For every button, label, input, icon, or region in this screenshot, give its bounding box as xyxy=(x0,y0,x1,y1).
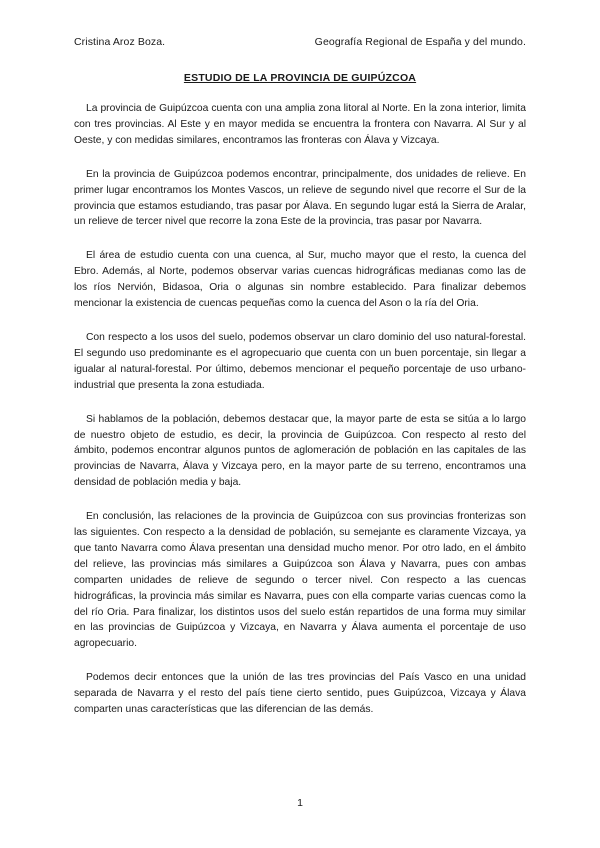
paragraph-relief: En la provincia de Guipúzcoa podemos encontrar, principalmente, dos unidades de relieve. En primer lugar encontramos los Montes Vascos, un relieve de segundo nivel que recorre el Sur de la provincia que estamos estudiando, tras pasar por Álava. En segundo lugar está la Sierra de Aralar, un relieve de tercer nivel que recorre la zona Este de la provincia, tras pasar por Navarra. xyxy=(74,168,526,228)
paragraph-population: Si hablamos de la población, debemos destacar que, la mayor parte de esta se sitúa a lo largo de nuestro objeto de estudio, es decir, la provincia de Guipúzcoa. Con respecto al resto del ámbito, podemos encontrar algunos puntos de aglomeración de población en las capitales de las provincias de Navarra, Álava y Vizcaya pero, en la mayor parte de su terreno, encontramos una densidad de población media y baja. xyxy=(74,413,526,489)
document-body xyxy=(74,101,526,736)
paragraph-location: La provincia de Guipúzcoa cuenta con una amplia zona litoral al Norte. En la zona interior, limita con tres provincias. Al Este y en mayor medida se encuentra la frontera con Navarra. Al Sur y al Oeste, y con medidas similares, encontramos las fronteras con Álava y Vizcaya. xyxy=(74,103,526,146)
paragraph-conclusion: En conclusión, las relaciones de la provincia de Guipúzcoa con sus provincias fronterizas son las siguientes. Con respecto a la densidad de población, su semejante es claramente Vizcaya, ya que tanto Navarra como Álava presentan una densidad mucho menor. Por otro lado, en el ámbito del relieve, las provincias más similares a Guipúzcoa son Álava y Navarra, pues con ambas comparten unidades de relieve de segundo o tercer nivel. Con respecto a las cuencas hidrográficas, la provincia más similar es Navarra, pues con ella comparte varias cuencas como la del río Oria. Para finalizar, los distintos usos del suelo están repartidos de una forma muy similar en las provincias de Guipúzcoa y Vizcaya, en Navarra y Álava aumenta el porcentaje de uso agropecuario. xyxy=(74,511,526,650)
header-course: Geografía Regional de España y del mundo. xyxy=(314,36,526,48)
paragraph-land-use: Con respecto a los usos del suelo, podemos observar un claro dominio del uso natural-forestal. El segundo uso predominante es el agropecuario que cuenta con un buen porcentaje, sin llegar a igualar al natural-forestal. Por último, debemos mencionar el pequeño porcentaje de uso urbano-industrial que presenta la zona estudiada. xyxy=(74,331,526,391)
paragraph-basins: El área de estudio cuenta con una cuenca, al Sur, mucho mayor que el resto, la cuenca del Ebro. Además, al Norte, podemos observar varias cuencas hidrográficas medianas como las de los ríos Nervión, Bidasoa, Oria o algunas sin nombre establecido. Para finalizar debemos mencionar la existencia de cuencas pequeñas como la cuenca del Ason o la ría del Oria. xyxy=(74,250,526,310)
page-number: 1 xyxy=(297,797,303,809)
paragraph-final: Podemos decir entonces que la unión de las tres provincias del País Vasco en una unidad separada de Navarra y el resto del país tiene cierto sentido, pues Guipúzcoa, Vizcaya y Álava comparten unas características que las diferencian de las demás. xyxy=(74,672,526,716)
header-author: Cristina Aroz Boza. xyxy=(74,36,166,48)
document-title: ESTUDIO DE LA PROVINCIA DE GUIPÚZCOA xyxy=(183,72,417,84)
